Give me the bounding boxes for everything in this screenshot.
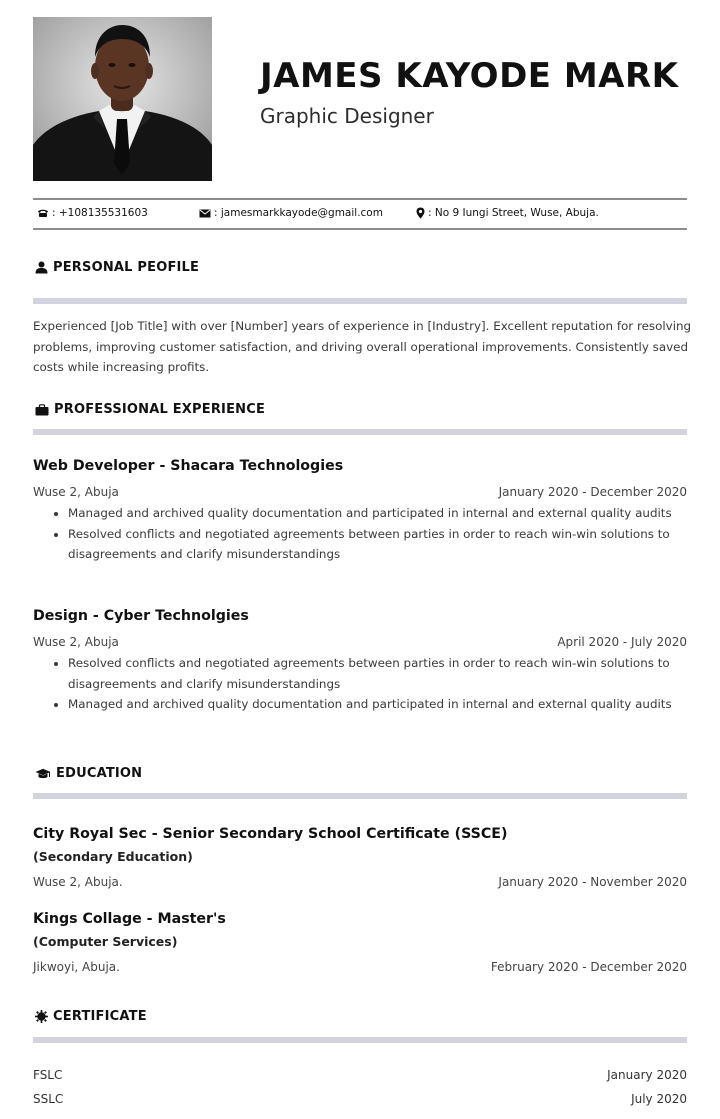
contact-divider-bottom xyxy=(33,228,687,230)
map-pin-icon xyxy=(416,207,425,219)
job-dates: April 2020 - July 2020 xyxy=(557,635,687,649)
certificate-heading-label: CERTIFICATE xyxy=(53,1009,147,1024)
education-dates: February 2020 - December 2020 xyxy=(490,960,687,974)
certificate-divider xyxy=(33,1037,687,1043)
certificate-name: FSLC xyxy=(33,1068,63,1082)
experience-heading-label: PROFESSIONAL EXPERIENCE xyxy=(54,402,266,417)
education-dates: January 2020 - November 2020 xyxy=(498,875,687,889)
list-item: • Resolved conflicts and negotiated agreements between parties in order to reach win-win solutions to disagreements and clarify misunderstandings xyxy=(68,524,708,565)
list-item: • Resolved conflicts and negotiated agreements between parties in order to reach win-win solutions to disagreements and clarify misunderstandings xyxy=(68,653,708,694)
education-title: Kings Collage - Master's xyxy=(33,911,226,927)
experience-heading xyxy=(35,402,265,417)
portrait-image xyxy=(33,17,212,181)
job-dates: January 2020 - December 2020 xyxy=(498,485,687,499)
education-heading xyxy=(35,766,142,781)
contact-address xyxy=(416,207,599,219)
job-location: Wuse 2, Abuja xyxy=(33,635,119,649)
address-text: : No 9 Iungi Street, Wuse, Abuja. xyxy=(428,207,599,219)
education-location: Wuse 2, Abuja. xyxy=(33,875,123,889)
candidate-name: JAMES KAYODE MARK xyxy=(260,56,679,96)
briefcase-icon xyxy=(35,404,49,416)
email-text: : jamesmarkkayode@gmail.com xyxy=(214,207,383,219)
candidate-role: Graphic Designer xyxy=(260,104,434,128)
education-divider xyxy=(33,793,687,799)
list-item: • Managed and archived quality documentation and participated in internal and external quality audits xyxy=(68,694,708,715)
contact-divider-top xyxy=(33,198,687,200)
job-location: Wuse 2, Abuja xyxy=(33,485,119,499)
certificate-badge-icon xyxy=(35,1010,48,1023)
user-icon xyxy=(35,261,48,274)
list-item: • Managed and archived quality documentation and participated in internal and external quality audits xyxy=(68,503,708,524)
contact-phone xyxy=(37,207,148,219)
experience-divider xyxy=(33,429,687,435)
education-type: (Secondary Education) xyxy=(33,849,193,864)
certificate-heading xyxy=(35,1009,147,1024)
education-location: Jikwoyi, Abuja. xyxy=(33,960,120,974)
education-title: City Royal Sec - Senior Secondary School Certificate (SSCE) xyxy=(33,826,508,842)
graduation-cap-icon xyxy=(35,768,51,780)
profile-summary: Experienced [Job Title] with over [Number] years of experience in [Industry]. Excellent reputation for resolving problems, improving customer satisfaction, and driving overall operational improvements. Consistently saved costs while increasing profits. xyxy=(33,319,692,374)
phone-text: : +108135531603 xyxy=(52,207,148,219)
job-title: Web Developer - Shacara Technologies xyxy=(33,458,344,474)
certificate-date: July 2020 xyxy=(631,1092,687,1106)
certificate-date: January 2020 xyxy=(607,1068,687,1082)
contact-email xyxy=(199,207,383,219)
education-heading-label: EDUCATION xyxy=(56,766,143,781)
certificate-name: SSLC xyxy=(33,1092,64,1106)
job-bullets xyxy=(48,503,708,565)
profile-heading-label: PERSONAL PEOFILE xyxy=(53,260,200,275)
profile-divider xyxy=(33,298,687,304)
phone-icon xyxy=(37,208,49,218)
envelope-icon xyxy=(199,209,211,218)
profile-heading xyxy=(35,260,199,275)
education-type: (Computer Services) xyxy=(33,934,178,949)
job-title: Design - Cyber Technolgies xyxy=(33,608,249,624)
profile-photo xyxy=(33,17,212,181)
job-bullets xyxy=(48,653,708,715)
